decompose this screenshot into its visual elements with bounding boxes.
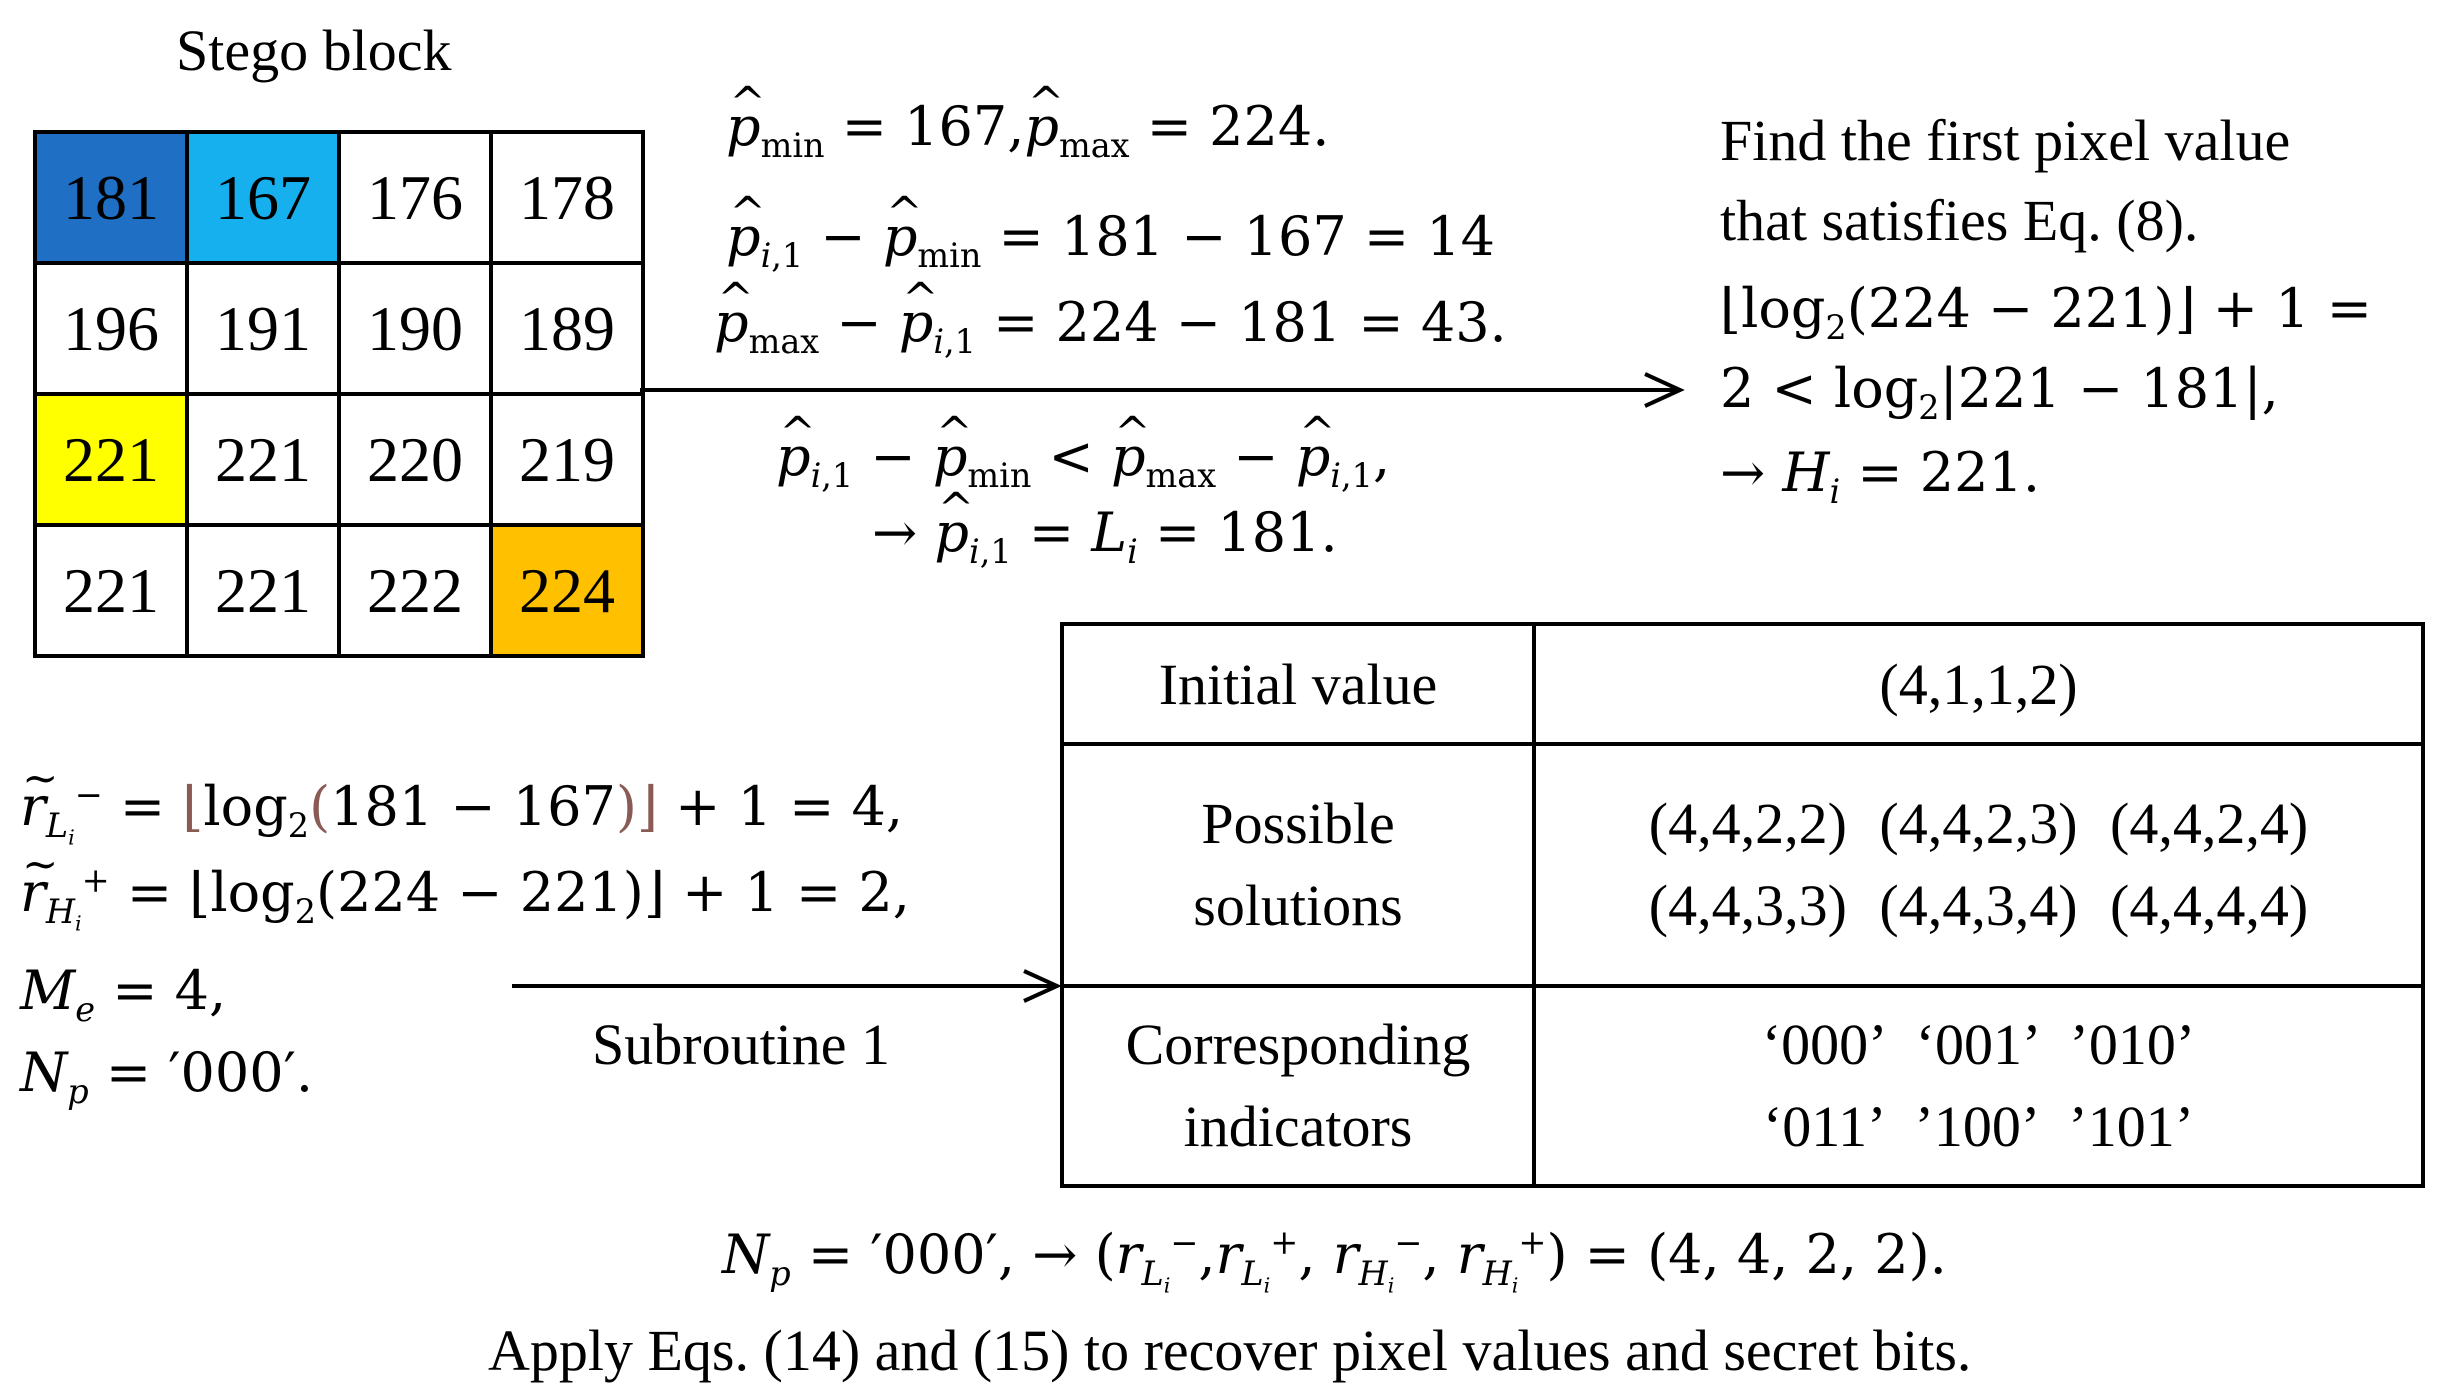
indicators-label-line1: Corresponding <box>1125 1012 1471 1077</box>
grid-cell-r4-c1: 221 <box>37 527 189 658</box>
result-line2: Apply Eqs. (14) and (15) to recover pixel values and secret bits. <box>488 1318 1972 1383</box>
grid-cell-r4-c4: 224 <box>493 527 645 658</box>
block-title: Stego block <box>176 18 452 83</box>
initial-value: (4,1,1,2) <box>1534 624 2423 744</box>
grid-cell-r1-c1: 181 <box>37 134 189 265</box>
grid-cell-r4-c2: 221 <box>189 527 341 658</box>
solutions-row2: (4,4,3,3) (4,4,3,4) (4,4,4,4) <box>1648 873 2309 938</box>
step2-line4: $2 < \log_2|221 - 181|$, <box>1720 357 2279 427</box>
grid-cell-r2-c1: 196 <box>37 265 189 396</box>
grid-cell-r1-c4: 178 <box>493 134 645 265</box>
table-row-solutions <box>1062 744 2423 986</box>
possible-solutions-label <box>1062 744 1534 986</box>
step2-line3: $⌊\log_2(224$ − 221)⌋ + 1 = <box>1720 277 2372 347</box>
result-line1: $N_p = '000'$, → ($r_{L_i}^-,r_{L_i}^+$, $r_{H_i}^-$, $r_{H_i}^+) = (4$, 4, 2, 2). <box>722 1223 1947 1298</box>
step2-line1: Find the first pixel value <box>1720 108 2291 173</box>
stego-block-grid <box>33 130 645 658</box>
grid-cell-r3-c1: 221 <box>37 396 189 527</box>
arrow-subroutine <box>512 966 1072 1006</box>
params-line1: ~ $r_{L_i}^-$ = $⌊\log_2(181$ − 167)⌋ + 1 = 4, <box>20 780 903 837</box>
step1-line4: ^ $p_{i,1}$ − ^ $p_{min}$ < ^ $p_{max}$ − ^ $p_{i,1}$, <box>776 430 1390 484</box>
grid-cell-r1-c3: 176 <box>341 134 493 265</box>
grid-cell-r3-c4: 219 <box>493 396 645 527</box>
params-line3: $M_e = 4$, <box>20 959 227 1029</box>
possible-solutions-values <box>1534 744 2423 986</box>
possible-label-line2: solutions <box>1193 873 1403 938</box>
table-row-initial <box>1062 624 2423 744</box>
arrow-to-step2 <box>640 370 1700 410</box>
grid-cell-r2-c2: 191 <box>189 265 341 396</box>
indicators-row1: ‘000’ ‘001’ ’010’ <box>1761 1012 2196 1077</box>
grid-cell-r2-c4: 189 <box>493 265 645 396</box>
indicators-label-line2: indicators <box>1183 1094 1413 1159</box>
table-row-indicators <box>1062 986 2423 1186</box>
step2-line2: that satisfies Eq. (8). <box>1720 188 2199 253</box>
step1-line3: ^ $p_{max}$ − ^ $p_{i,1} = 224 - 181 = 43$. <box>714 296 1507 350</box>
possible-label-line1: Possible <box>1201 791 1395 856</box>
params-line4: $N_p = '000'$. <box>20 1041 314 1111</box>
solutions-table <box>1060 622 2425 1188</box>
grid-cell-r3-c2: 221 <box>189 396 341 527</box>
grid-cell-r2-c3: 190 <box>341 265 493 396</box>
grid-cell-r4-c3: 222 <box>341 527 493 658</box>
step1-line5: → ^ $p_{i,1} = L_i = 181$. <box>872 506 1338 560</box>
params-line2: ~ $r_{H_i}^+$ = $⌊\log_2(224$ − 221)⌋ + 1 = 2, <box>20 866 910 923</box>
step1-line2: ^ $p_{i,1}$ − ^ $p_{min} = 181 - 167 = 14$ <box>726 210 1495 264</box>
step1-line1: ^ $p_{min}$ = 167,^ $p_{max} = 224$. <box>726 100 1329 154</box>
indicators-values <box>1534 986 2423 1186</box>
solutions-row1: (4,4,2,2) (4,4,2,3) (4,4,2,4) <box>1648 791 2309 856</box>
indicators-row2: ‘011’ ’100’ ’101’ <box>1762 1094 2195 1159</box>
grid-cell-r3-c3: 220 <box>341 396 493 527</box>
subroutine-label: Subroutine 1 <box>592 1012 891 1077</box>
initial-label: Initial value <box>1062 624 1534 744</box>
step2-line5: → $H_i = 221$. <box>1720 441 2041 511</box>
indicators-label <box>1062 986 1534 1186</box>
grid-cell-r1-c2: 167 <box>189 134 341 265</box>
